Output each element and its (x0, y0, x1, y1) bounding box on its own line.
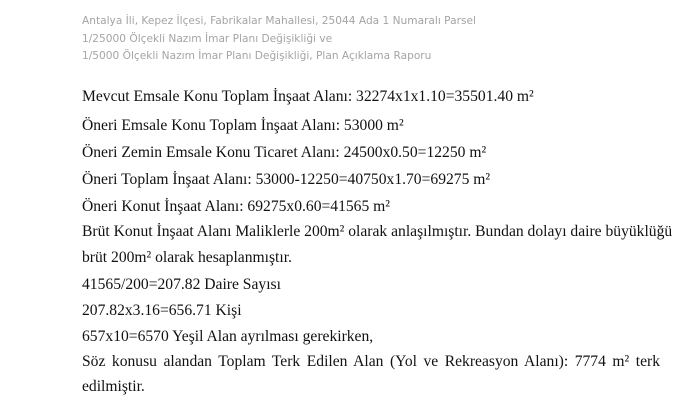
body-line-gross-residential-note: Brüt Konut İnşaat Alanı Maliklerle 200m² olarak anlaşılmıştır. Bundan dolayı daire büyüklüğü (82, 223, 673, 240)
body-line-green-area: 657x10=6570 Yeşil Alan ayrılması gerekirken, (82, 328, 374, 345)
header-line-2: 1/25000 Ölçekli Nazım İmar Planı Değişikliği ve (82, 32, 333, 45)
body-line-proposed-residential-area: Öneri Konut İnşaat Alanı: 69275x0.60=41565 m² (82, 198, 390, 215)
page-header (82, 13, 476, 66)
header-line-1: Antalya İli, Kepez İlçesi, Fabrikalar Mahallesi, 25044 Ada 1 Numaralı Parsel (82, 15, 476, 27)
body-line-proposed-total-area: Öneri Emsale Konu Toplam İnşaat Alanı: 53000 m² (82, 117, 404, 134)
body-line-population: 207.82x3.16=656.71 Kişi (82, 302, 242, 319)
body-line-proposed-construction-area: Öneri Toplam İnşaat Alanı: 53000-12250=40750x1.70=69275 m² (82, 171, 491, 188)
body-line-dwelling-count: 41565/200=207.82 Daire Sayısı (82, 276, 281, 293)
body-line-existing-total-area: Mevcut Emsale Konu Toplam İnşaat Alanı: 32274x1x1.10=35501.40 m² (82, 88, 534, 105)
body-line-abandoned-area-cont: edilmiştir. (82, 378, 145, 395)
header-line-3: 1/5000 Ölçekli Nazım İmar Planı Değişikliği, Plan Açıklama Raporu (82, 50, 432, 62)
body-line-abandoned-area: Söz konusu alandan Toplam Terk Edilen Alan (Yol ve Rekreasyon Alanı): 7774 m² terk (82, 353, 660, 370)
body-line-gross-residential-note-cont: brüt 200m² olarak hesaplanmıştır. (82, 249, 292, 266)
body-line-proposed-commercial-area: Öneri Zemin Emsale Konu Ticaret Alanı: 24500x0.50=12250 m² (82, 144, 487, 161)
